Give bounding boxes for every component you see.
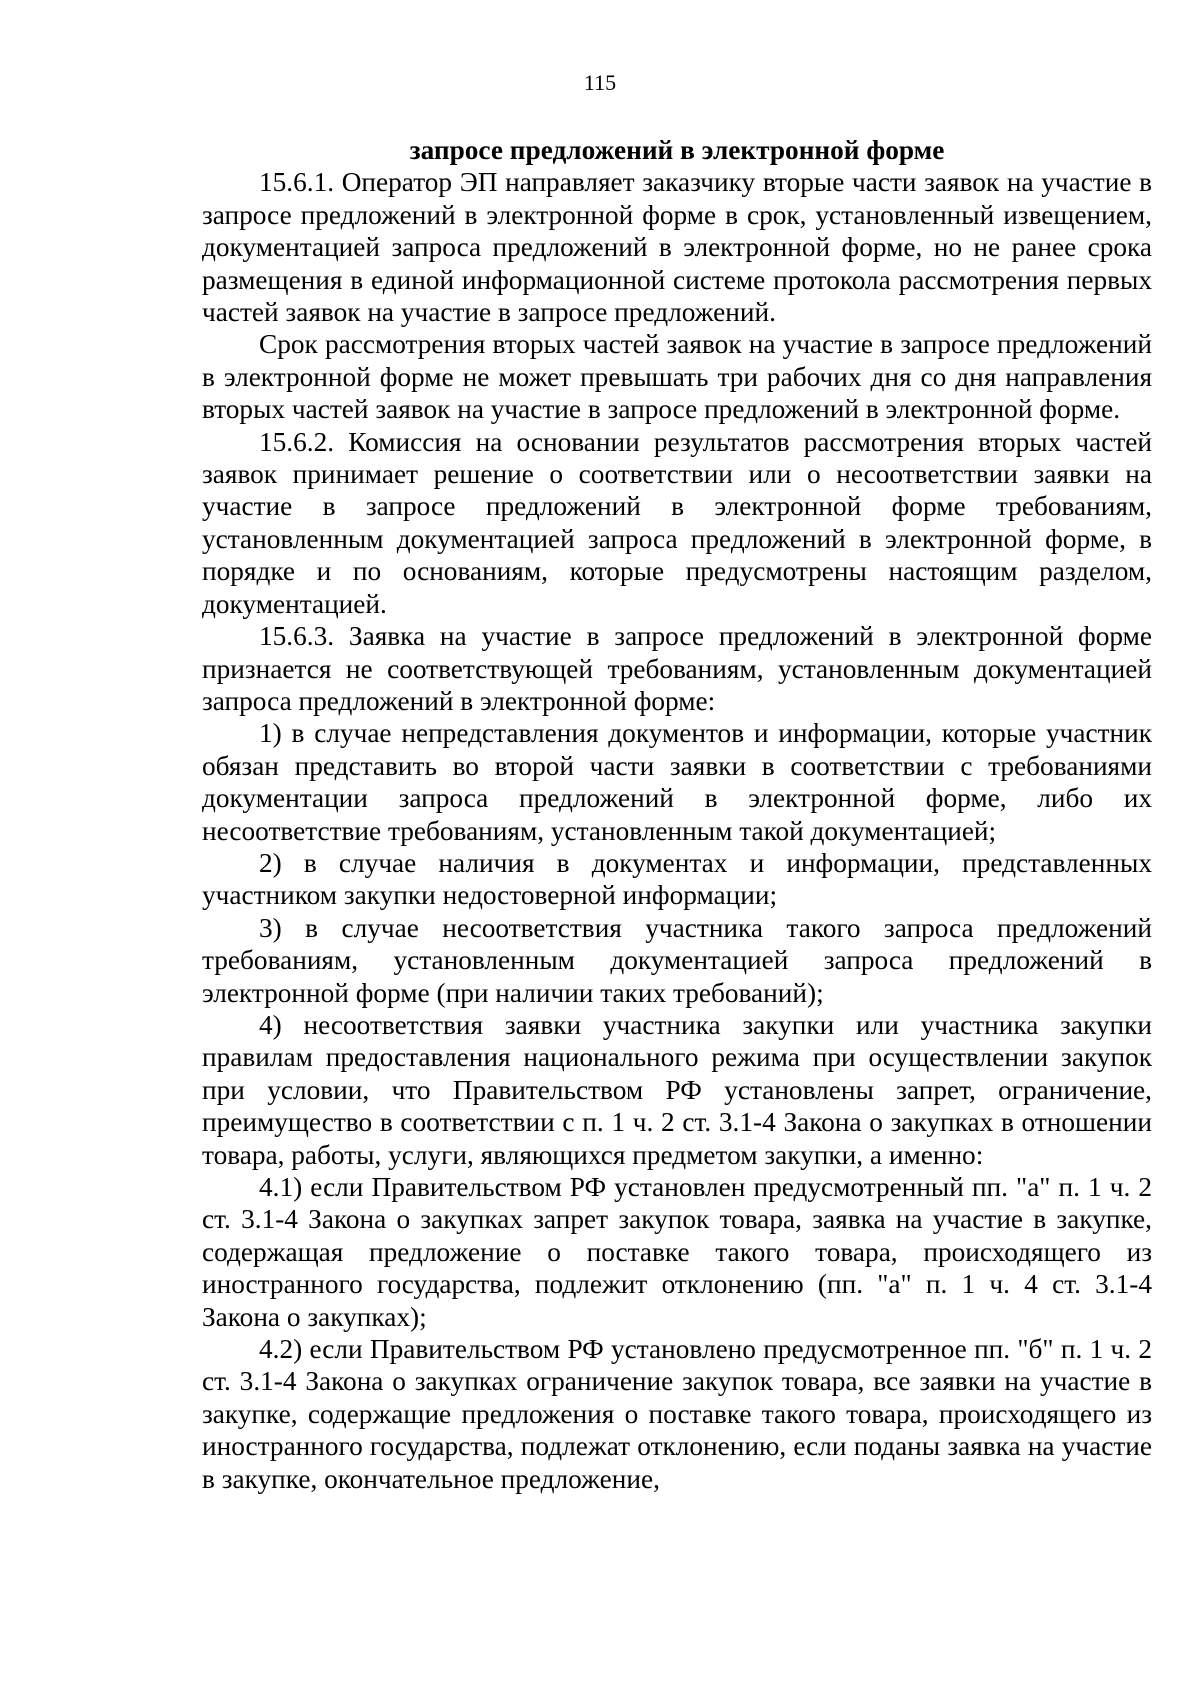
paragraph-15-6-2: 15.6.2. Комиссия на основании результатов рассмотрения вторых частей заявок принимает решение о соответствии или о несоответствии заявки на участие в запросе предложений в электронной форме требованиям, установленным документацией запроса предложений в электронной форме, в порядке и по основаниям, которые предусмотрены настоящим разделом, документацией. — [202, 426, 1152, 619]
paragraph-15-6-3: 15.6.3. Заявка на участие в запросе предложений в электронной форме признается не соответствующей требованиям, установленным документацией запроса предложений в электронной форме: — [202, 621, 1152, 716]
list-item-1: 1) в случае непредставления документов и информации, которые участник обязан представить во второй части заявки в соответствии с требованиями документации запроса предложений в электронной форме, либо их несоответствие требованиям, установленным такой документацией; — [202, 718, 1152, 846]
paragraph-15-6-1: 15.6.1. Оператор ЭП направляет заказчику вторые части заявок на участие в запросе предложений в электронной форме в срок, установленный извещением, документацией запроса предложений в электронной форме, но не ранее срока размещения в единой информационной системе протокола рассмотрения первых частей заявок на участие в запросе предложений. — [202, 167, 1152, 328]
list-item-2: 2) в случае наличия в документах и информации, представленных участником закупки недостоверной информации; — [202, 847, 1152, 911]
page-number: 115 — [583, 70, 617, 95]
list-item-4-1: 4.1) если Правительством РФ установлен предусмотренный пп. "а" п. 1 ч. 2 ст. 3.1-4 Закона о закупках запрет закупок товара, заявка на участие в закупке, содержащая предложение о поставке такого товара, происходящего из иностранного государства, подлежит отклонению (пп. "а" п. 1 ч. 4 ст. 3.1-4 Закона о закупках); — [202, 1172, 1152, 1332]
page-content — [202, 134, 1152, 1495]
list-item-4: 4) несоответствия заявки участника закупки или участника закупки правилам предоставления национального режима при осуществлении закупок при условии, что Правительством РФ установлены запрет, ограничение, преимущество в соответствии с п. 1 ч. 2 ст. 3.1-4 Закона о закупках в отношении товара, работы, услуги, являющихся предметом закупки, а именно: — [202, 1009, 1152, 1170]
section-heading: запросе предложений в электронной форме — [409, 135, 945, 165]
list-item-3: 3) в случае несоответствия участника такого запроса предложений требованиям, установленным документацией запроса предложений в электронной форме (при наличии таких требований); — [202, 912, 1152, 1008]
list-item-4-2: 4.2) если Правительством РФ установлено предусмотренное пп. "б" п. 1 ч. 2 ст. 3.1-4 Закона о закупках ограничение закупок товара, все заявки на участие в закупке, содержащие предложения о поставке такого товара, происходящего из иностранного государства, подлежат отклонению, если поданы заявка на участие в закупке, окончательное предложение, — [202, 1334, 1152, 1494]
paragraph-review-period: Срок рассмотрения вторых частей заявок на участие в запросе предложений в электронной форме не может превышать три рабочих дня со дня направления вторых частей заявок на участие в запросе предложений в электронной форме. — [202, 329, 1152, 425]
